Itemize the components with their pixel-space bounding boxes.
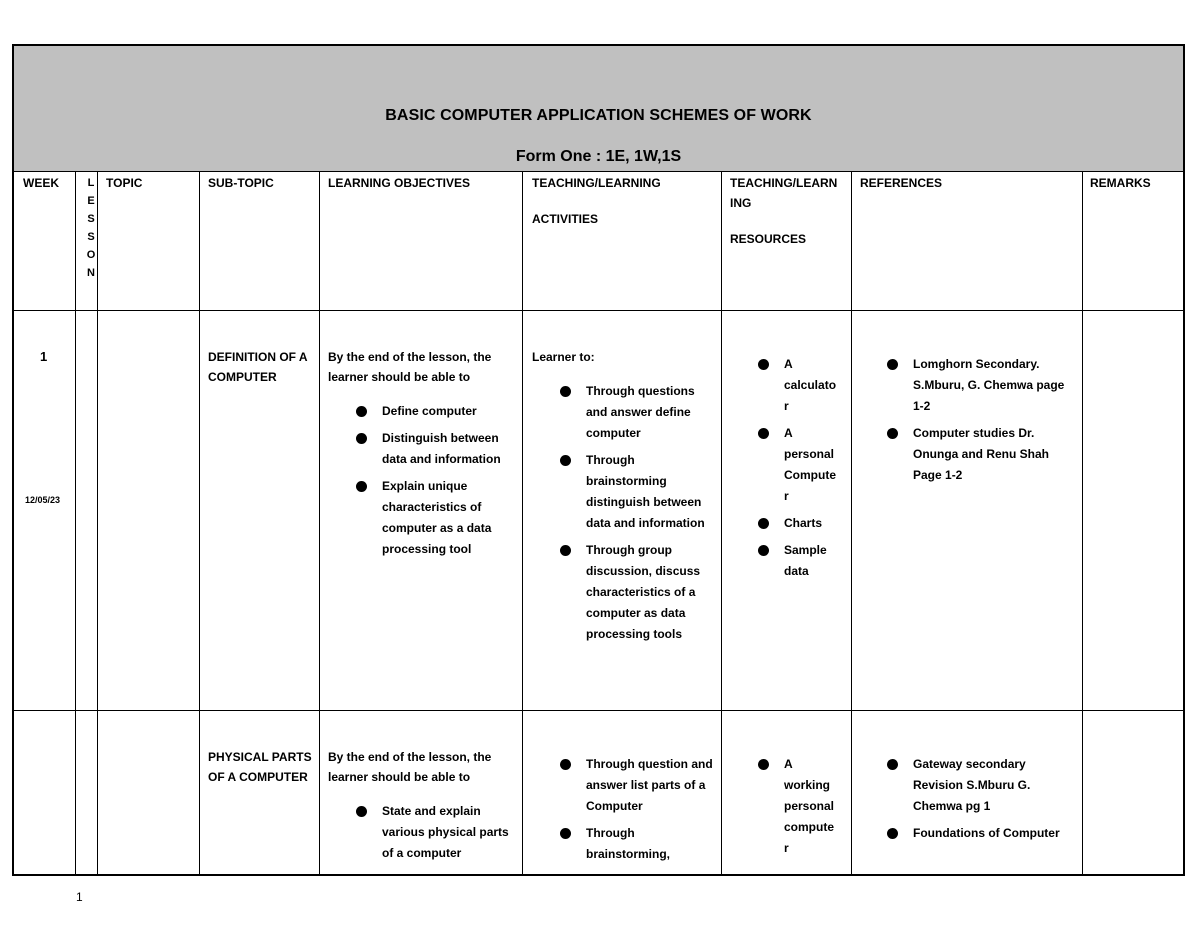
bullet-icon [560, 759, 571, 770]
row-divider [14, 310, 1183, 311]
reference-item: Gateway secondary Revision S.Mburu G. Chemwa pg 1 [887, 754, 1077, 817]
bullet-icon [887, 759, 898, 770]
reference-item: Computer studies Dr. Onunga and Renu Shah Page 1-2 [887, 423, 1077, 486]
bullet-icon [356, 481, 367, 492]
bullet-icon [560, 386, 571, 397]
resource-item: A calculato r [758, 354, 840, 417]
column-divider [522, 171, 523, 874]
row-divider [14, 710, 1183, 711]
objective-item: Distinguish between data and information [356, 428, 516, 470]
row2-resources [758, 754, 848, 865]
activity-item: Through questions and answer define computer [560, 381, 714, 444]
page-number: 1 [76, 890, 83, 904]
row1-week: 1 [40, 349, 48, 364]
column-divider [75, 171, 76, 874]
bullet-icon [887, 359, 898, 370]
resource-item: Sample data [758, 540, 840, 582]
header-sub-topic: SUB-TOPIC [208, 176, 274, 190]
resource-item: A personal Compute r [758, 423, 840, 507]
bullet-icon [560, 455, 571, 466]
column-divider [1082, 171, 1083, 874]
row2-activities [560, 754, 718, 871]
header-learning-objectives: LEARNING OBJECTIVES [328, 176, 471, 190]
bullet-icon [560, 545, 571, 556]
scheme-of-work-table [12, 44, 1185, 876]
activity-item: Through brainstorming distinguish between data and information [560, 450, 714, 534]
column-divider [721, 171, 722, 874]
bullet-icon [887, 828, 898, 839]
objective-item: State and explain various physical parts of a computer [356, 801, 516, 864]
row1-sub-topic: DEFINITION OF A COMPUTER [208, 350, 308, 384]
bullet-icon [887, 428, 898, 439]
row1-resources [758, 354, 848, 588]
reference-item: Lomghorn Secondary. S.Mburu, G. Chemwa page 1-2 [887, 354, 1077, 417]
bullet-icon [758, 359, 769, 370]
reference-item: Foundations of Computer [887, 823, 1077, 844]
header-week: WEEK [23, 176, 59, 190]
bullet-icon [356, 406, 367, 417]
document-subtitle: Form One : 1E, 1W,1S [515, 148, 682, 165]
activity-item: Through question and answer list parts of a Computer [560, 754, 718, 817]
column-divider [319, 171, 320, 874]
bullet-icon [758, 518, 769, 529]
resource-item: A working personal compute r [758, 754, 840, 859]
activity-item: Through brainstorming, [560, 823, 718, 865]
title-band [14, 46, 1183, 172]
bullet-icon [356, 433, 367, 444]
header-remarks: REMARKS [1090, 176, 1151, 190]
bullet-icon [560, 828, 571, 839]
objective-item: Explain unique characteristics of computer as a data processing tool [356, 476, 516, 560]
row1-references [887, 354, 1077, 492]
document-title: BASIC COMPUTER APPLICATION SCHEMES OF WORK [385, 107, 812, 124]
row2-references [887, 754, 1077, 850]
row1-date: 12/05/23 [25, 495, 61, 505]
header-topic: TOPIC [106, 176, 143, 190]
row1-objectives: By the end of the lesson, the learner should be able to Define computer Distinguish between data and information Explain unique characteristics of computer as a data processing tool [328, 347, 516, 566]
bullet-icon [356, 806, 367, 817]
column-divider [199, 171, 200, 874]
activity-item: Through group discussion, discuss characteristics of a computer as data processing tools [560, 540, 714, 645]
bullet-icon [758, 545, 769, 556]
header-resources: TEACHING/LEARN ING RESOURCES [730, 176, 838, 246]
header-activities: TEACHING/LEARNING ACTIVITIES [532, 176, 661, 226]
resource-item: Charts [758, 513, 840, 534]
row2-objectives: By the end of the lesson, the learner should be able to State and explain various physical parts of a computer [328, 747, 516, 870]
row1-activities: Learner to: Through questions and answer define computer Through brainstorming distinguish between data and information Through group discussion, discuss characteristics of a computer as data processing tools [532, 347, 717, 651]
header-lesson: L E S S O N [86, 177, 96, 279]
bullet-icon [758, 759, 769, 770]
header-references: REFERENCES [860, 176, 943, 190]
column-divider [851, 171, 852, 874]
row2-sub-topic: PHYSICAL PARTS OF A COMPUTER [208, 750, 312, 784]
objective-item: Define computer [356, 401, 516, 422]
bullet-icon [758, 428, 769, 439]
